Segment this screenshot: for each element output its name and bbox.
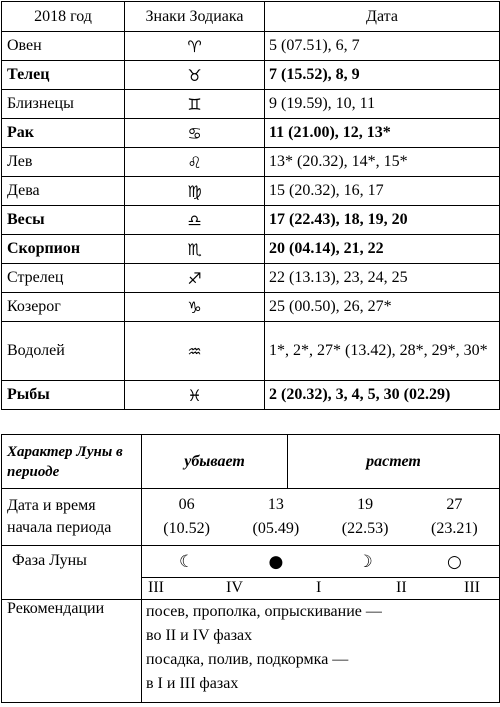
sign-name: Весы [2,206,125,235]
moon-phase-cell [142,546,500,578]
period-date: 06 [178,496,195,513]
moon-quarter: I [316,579,322,596]
zodiac-row [2,90,500,119]
period-dates-cell [142,489,500,546]
zodiac-row [2,119,500,148]
period-time: (22.53) [341,520,389,537]
period-start [321,493,410,541]
recommendation-line: во II и IV фазах [146,627,253,644]
sign-dates: 17 (22.43), 18, 19, 20 [265,206,500,235]
sign-dates: 2 (20.32), 3, 4, 5, 30 (02.29) [265,381,500,410]
period-start-row [2,489,500,546]
period-start [142,493,231,541]
zodiac-row [2,177,500,206]
zodiac-row [2,61,500,90]
zodiac-table [1,1,500,410]
aquarius-icon: ♒ [125,322,265,381]
sign-dates: 9 (19.59), 10, 11 [265,90,500,119]
recommendations-row [2,600,500,703]
moon-phase-row [2,546,500,578]
period-time: (05.49) [252,520,300,537]
period-start-label: Дата и время начала периода [2,489,142,546]
zodiac-header-row [2,2,500,32]
sign-name: Стрелец [2,264,125,293]
waxing-crescent-icon: ☽ [357,551,373,572]
new-moon-icon: ● [268,551,284,572]
zodiac-row [2,235,500,264]
waning-label: убывает [142,435,288,489]
zodiac-rows [2,32,500,410]
waning-crescent-icon: ☾ [179,551,195,572]
sign-dates: 13* (20.32), 14*, 15* [265,148,500,177]
sign-name: Овен [2,32,125,61]
sign-dates: 15 (20.32), 16, 17 [265,177,500,206]
moon-table [1,434,500,703]
quarters-cell [142,578,500,600]
sign-name: Телец [2,61,125,90]
sign-name: Водолей [2,322,125,381]
moon-quarter: III [464,579,480,596]
sign-name: Близнецы [2,90,125,119]
period-start [410,493,499,541]
sign-dates: 25 (00.50), 26, 27* [265,293,500,322]
pisces-icon: ♓ [125,381,265,410]
aries-icon: ♈ [125,32,265,61]
virgo-icon: ♍ [125,177,265,206]
sign-dates: 1*, 2*, 27* (13.42), 28*, 29*, 30* [265,322,500,381]
sign-dates: 7 (15.52), 8, 9 [265,61,500,90]
moon-phase-label: Фаза Луны [2,546,142,600]
moon-character-row [2,435,500,489]
zodiac-row [2,32,500,61]
sign-dates: 20 (04.14), 21, 22 [265,235,500,264]
sign-dates: 22 (13.13), 23, 24, 25 [265,264,500,293]
moon-phases [142,546,499,577]
moon-character-label: Характер Луны в периоде [2,435,142,489]
recommendation-line: посадка, полив, подкормка — [146,651,349,668]
period-time: (10.52) [163,520,210,537]
sagittarius-icon: ♐ [125,264,265,293]
sign-name: Лев [2,148,125,177]
moon-quarter: IV [226,579,243,596]
sign-name: Рак [2,119,125,148]
zodiac-row [2,264,500,293]
recommendations-label: Рекомендации [2,600,142,703]
zodiac-row [2,293,500,322]
zodiac-row [2,322,500,381]
waxing-label: растет [288,435,500,489]
leo-icon: ♌ [125,148,265,177]
period-date: 19 [357,496,374,513]
sign-name: Козерог [2,293,125,322]
capricorn-icon: ♑ [125,293,265,322]
period-date: 27 [446,496,463,513]
sign-name: Рыбы [2,381,125,410]
period-date: 13 [267,496,284,513]
scorpio-icon: ♏ [125,235,265,264]
sign-dates: 5 (07.51), 6, 7 [265,32,500,61]
sign-name: Скорпион [2,235,125,264]
recommendation-line: в I и III фазах [146,675,239,692]
period-dates [142,493,499,541]
recommendations-text [142,600,500,703]
zodiac-row [2,381,500,410]
period-time: (23.21) [431,520,478,537]
period-start [231,493,320,541]
year-header: 2018 год [2,2,125,32]
zodiac-row [2,148,500,177]
full-moon-icon: ○ [446,551,462,572]
moon-quarter: II [396,579,407,596]
sign-dates: 11 (21.00), 12, 13* [265,119,500,148]
gemini-icon: ♊ [125,90,265,119]
cancer-icon: ♋ [125,119,265,148]
taurus-icon: ♉ [125,61,265,90]
zodiac-row [2,206,500,235]
recommendation-line: посев, прополка, опрыскивание — [146,603,382,620]
signs-header: Знаки Зодиака [125,2,265,32]
libra-icon: ♎ [125,206,265,235]
sign-name: Дева [2,177,125,206]
moon-quarter: III [148,579,164,596]
date-header: Дата [265,2,500,32]
